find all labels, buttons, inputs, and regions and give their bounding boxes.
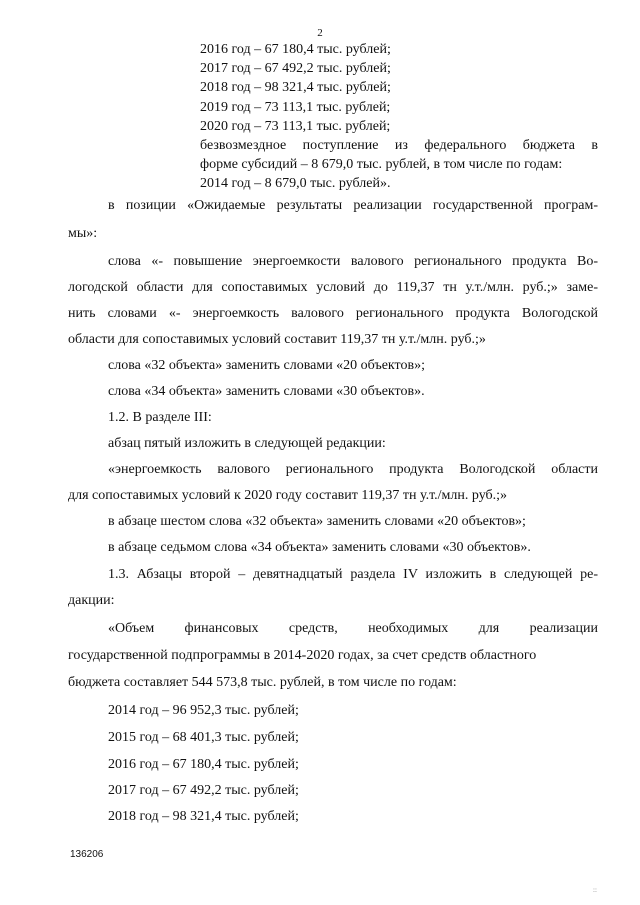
federal-funding-line-1: безвозмездное поступление из федерального бюджета в [200, 138, 598, 154]
funding-by-year-block [200, 40, 598, 194]
volume-line-2: государственной подпрограммы в 2014-2020 годах, за счет средств областного [68, 648, 537, 663]
document-code: 136206 [70, 849, 104, 860]
corner-mark: :: [593, 886, 597, 894]
year-line-2016: 2016 год – 67 180,4 тыс. рублей; [200, 42, 391, 57]
bottom-year-line-2015: 2015 год – 68 401,3 тыс. рублей; [108, 730, 299, 745]
bottom-year-line-2016: 2016 год – 67 180,4 тыс. рублей; [108, 757, 299, 772]
bottom-year-line-2018: 2018 год – 98 321,4 тыс. рублей; [108, 809, 299, 824]
words-replace-line-3: нить словами «- энергоемкость валового регионального продукта Вологодской [68, 306, 598, 321]
year-line-2018: 2018 год – 98 321,4 тыс. рублей; [200, 80, 391, 96]
year-line-2020: 2020 год – 73 113,1 тыс. рублей; [200, 118, 391, 134]
words-replace-line-1: слова «- повышение энергоемкости валового регионального продукта Во- [108, 254, 598, 269]
words-replace-line-2: логодской области для сопоставимых условий до 119,37 тн у.т./млн. руб.;» заме- [68, 280, 598, 295]
year-line-2019: 2019 год – 73 113,1 тыс. рублей; [200, 99, 391, 115]
words-replace-line-4: области для сопоставимых условий составит 119,37 тн у.т./млн. руб.;» [68, 332, 486, 347]
bottom-year-line-2014: 2014 год – 96 952,3 тыс. рублей; [108, 703, 299, 718]
year-line-2017: 2017 год – 67 492,2 тыс. рублей; [200, 61, 391, 77]
section-1-3-line-1: 1.3. Абзацы второй – девятнадцатый раздела IV изложить в следующей ре- [108, 567, 598, 582]
words-34-objects: слова «34 объекта» заменить словами «30 объектов». [108, 384, 425, 399]
section-1-2-heading: 1.2. В разделе III: [108, 410, 212, 425]
expected-results-line-2: мы»: [68, 226, 98, 241]
bottom-year-line-2017: 2017 год – 67 492,2 тыс. рублей; [108, 783, 299, 798]
federal-funding-line-2: форме субсидий – 8 679,0 тыс. рублей, в том числе по годам: [200, 157, 563, 173]
paragraph-seven-instruction: в абзаце седьмом слова «34 объекта» заменить словами «30 объектов». [108, 540, 531, 555]
words-32-objects: слова «32 объекта» заменить словами «20 объектов»; [108, 358, 425, 373]
page-number: 2 [317, 27, 323, 39]
energy-quote-line-2: для сопоставимых условий к 2020 году составит 119,37 тн у.т./млн. руб.;» [68, 488, 508, 503]
federal-year-line: 2014 год – 8 679,0 тыс. рублей». [200, 176, 391, 192]
energy-quote-line-1: «энергоемкость валового регионального продукта Вологодской области [108, 462, 598, 477]
section-1-3-line-2: дакции: [68, 593, 115, 608]
volume-line-3: бюджета составляет 544 573,8 тыс. рублей, в том числе по годам: [68, 675, 457, 690]
volume-line-1: «Объем финансовых средств, необходимых для реализации [108, 621, 598, 636]
paragraph-six-instruction: в абзаце шестом слова «32 объекта» заменить словами «20 объектов»; [108, 514, 526, 529]
expected-results-line-1: в позиции «Ожидаемые результаты реализации государственной програм- [108, 198, 598, 213]
paragraph-five-instruction: абзац пятый изложить в следующей редакции: [108, 436, 386, 451]
